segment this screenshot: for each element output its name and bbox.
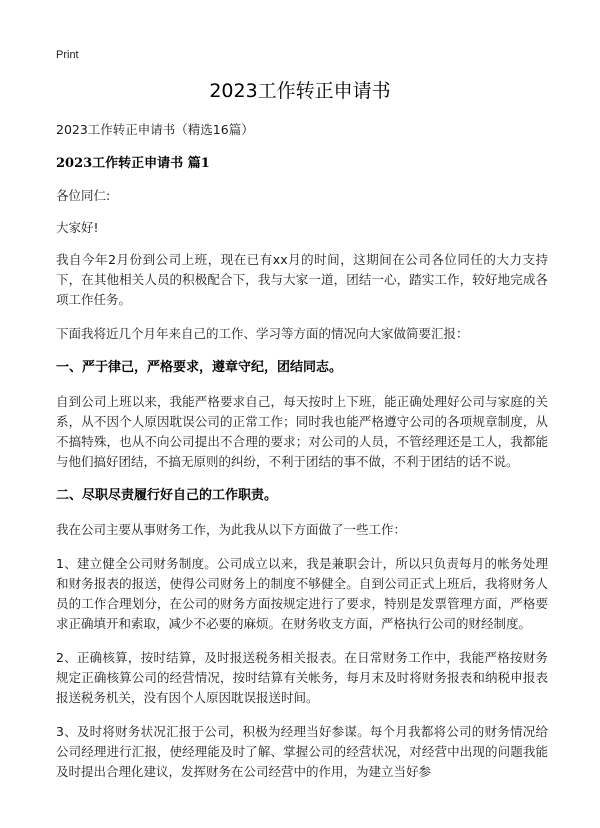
document-subtitle: 2023工作转正申请书（精选16篇）: [56, 122, 254, 137]
section-2-heading: 二、尽职尽责履行好自己的工作职责。: [56, 488, 278, 503]
greeting: 大家好!: [56, 220, 99, 235]
page-title: 2023工作转正申请书: [209, 80, 391, 102]
salutation: 各位同仁:: [56, 188, 111, 203]
section-1-heading: 一、严于律己，严格要求，遵章守纪，团结同志。: [56, 360, 343, 375]
report-lead-paragraph: 下面我将近几个月年来自己的工作、学习等方面的情况向大家做简要汇报：: [56, 326, 469, 341]
list-item-2: 2、正确核算，按时结算，及时报送税务相关报表。在日常财务工作中，我能严格按财务规定正确核算公司的经营情况，按时结算有关帐务，每月末及时将财务报表和纳税申报表报送税务机关，没有因个人原因耽误报送时间。: [56, 650, 548, 705]
list-item-3: 3、及时将财务状况汇报于公司，积极为经理当好参谋。每个月我都将公司的财务情况给公司经理进行汇报，使经理能及时了解、掌握公司的经营状况，对经营中出现的问题我能及时提出合理化建议，发挥财务在公司经营中的作用，为建立当好参: [56, 724, 548, 779]
document-body: [56, 120, 548, 782]
print-link[interactable]: Print: [56, 49, 79, 61]
section-2-lead: 我在公司主要从事财务工作，为此我从以下方面做了一些工作：: [56, 522, 407, 537]
list-item-1: 1、建立健全公司财务制度。公司成立以来，我是兼职会计，所以只负责每月的帐务处理和财务报表的报送，使得公司财务上的制度不够健全。自到公司正式上班后，我将财务人员的工作合理划分，在公司的财务方面按规定进行了要求，特别是发票管理方面，严格要求正确填开和索取，减少不必要的麻烦。在财务收支方面，严格执行公司的财经制度。: [56, 556, 548, 631]
article-heading: 2023工作转正申请书 篇1: [56, 156, 210, 171]
intro-paragraph: 我自今年2月份到公司上班，现在已有xx月的时间，这期间在公司各位同任的大力支持下，在其他相关人员的积极配合下，我与大家一道，团结一心，踏实工作，较好地完成各项工作任务。: [56, 252, 548, 307]
section-1-body: 自到公司上班以来，我能严格要求自己，每天按时上下班，能正确处理好公司与家庭的关系，从不因个人原因耽误公司的正常工作；同时我也能严格遵守公司的各项规章制度，从不搞特殊，也从不向公司提出不合理的要求；对公司的人员，不管经理还是工人，我都能与他们搞好团结，不搞无原则的纠纷，不利于团结的事不做，不利于团结的话不说。: [56, 394, 548, 469]
